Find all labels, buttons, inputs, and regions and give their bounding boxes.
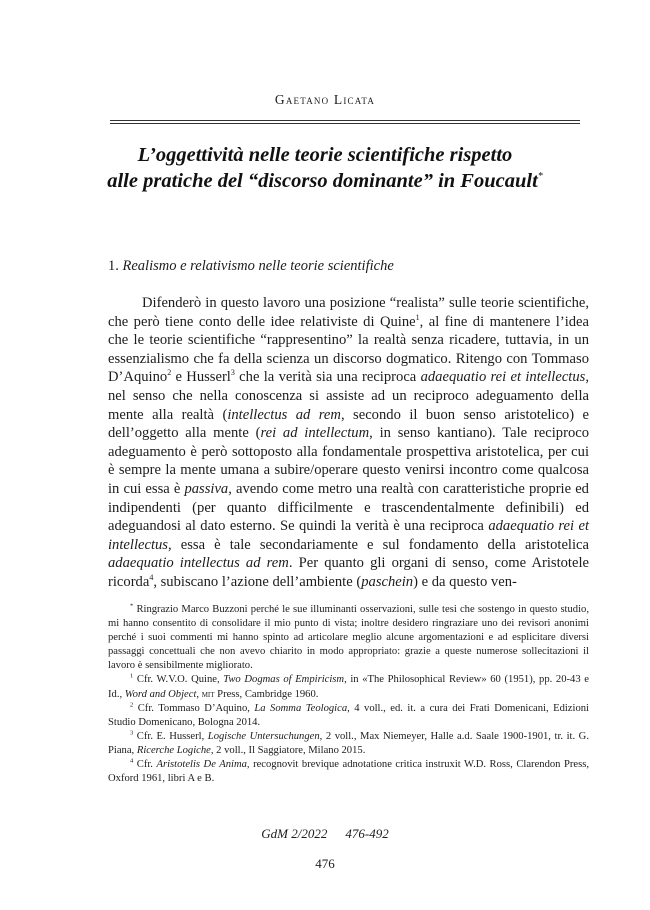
article-title xyxy=(90,142,560,194)
text-run: Difenderò in questo lavoro una posizione “realista” sulle teorie scientifiche, che però tiene conto delle idee relativiste di Quine xyxy=(108,295,589,330)
footnote-text: , in «The Philosophical Review» 60 (1951), pp. 20-43 e Id., xyxy=(108,674,589,700)
footnote-ref-1: 1 xyxy=(415,312,420,322)
footnote-ref-2: 2 xyxy=(167,368,172,378)
footnote-text: , 2 voll., Max Niemeyer, Halle a.d. Saale 1900-1901, tr. it. G. Piana, xyxy=(108,730,589,756)
text-run: , nel senso che nella conoscenza si assiste ad un reciproco adeguamento della mente alla realtà ( xyxy=(108,369,589,423)
footnote-1 xyxy=(108,673,589,701)
title-footnote-mark: * xyxy=(537,171,543,183)
footnote-mark: 2 xyxy=(130,701,134,709)
footnote-mark: * xyxy=(130,602,134,610)
journal-pages: 476-492 xyxy=(345,826,389,841)
footnote-mark: 4 xyxy=(130,757,134,765)
footnote-text: , 2 voll., Il Saggiatore, Milano 2015. xyxy=(210,744,366,756)
text-run: , essa è tale secondariamente e sul fondamento della aristotelica xyxy=(167,536,589,553)
footnote-ref-4: 4 xyxy=(149,573,154,583)
body-text xyxy=(108,294,589,592)
footnote-italic: Word and Object xyxy=(124,688,197,700)
footnote-star xyxy=(108,603,589,673)
footnote-2 xyxy=(108,702,589,730)
page-number: 476 xyxy=(315,856,335,871)
italic-term: adaequatio rei et intellectus xyxy=(420,369,586,386)
italic-term: rei ad intellectum xyxy=(260,425,370,442)
text-run: , in senso kantiano). Tale reciproco adeguamento è però sottoposto alla fondamentale prospettiva aristotelica, per cui è sempre la mente umana a subire/operare questo venirsi incontro come qualcosa in cui essa è xyxy=(108,425,590,497)
footnote-italic: Two Dogmas of Empiricism xyxy=(223,674,345,686)
section-number: 1. xyxy=(108,258,119,274)
footnote-text: Ringrazio Marco Buzzoni perché le sue illuminanti osservazioni, sulle tesi che sostengo in questo studio, mi hanno consentito di consolidare il mio punto di vista; inoltre desidero ringraziare uno dei revisori anonimi perché i suoi commenti mi hanno spinto ad articolare meglio alcune argomentazioni e ad esplicitare diversi passaggi concettuali che non avevo chiarito in modo appropriato: grazie a queste numerose sollecitazioni il lavoro è sensibilmente migliorato. xyxy=(108,604,589,672)
italic-term: intellectus ad rem xyxy=(227,406,341,423)
footnote-ref-3: 3 xyxy=(230,368,235,378)
journal-reference xyxy=(0,826,650,842)
footnote-text: Cfr. E. Husserl, xyxy=(133,730,208,742)
footnote-italic: Aristotelis De Anima xyxy=(156,759,247,771)
text-run: , al fine di mantenere l’idea che le teorie scientifiche “rappresentino” la realtà senza ricadere, tuttavia, in un essenzialismo che fa della scienza un discorso dogmatico. Ritengo con Tommaso D’Aquino xyxy=(108,313,589,386)
italic-term: paschein xyxy=(361,573,414,590)
author-name: Gaetano Licata xyxy=(274,92,376,107)
body-paragraph xyxy=(108,294,589,592)
footnote-3 xyxy=(108,730,589,758)
footnote-smallcaps: mit xyxy=(201,688,215,700)
title-line-2: alle pratiche del “discorso dominante” in Foucault xyxy=(107,170,538,192)
text-run: . Per quanto gli organi di senso, come Aristotele ricorda xyxy=(108,555,589,590)
footnote-text: Cfr. Tommaso D’Aquino, xyxy=(133,702,255,714)
text-run: che la verità sia una reciproca xyxy=(234,369,421,386)
header-rule-top xyxy=(110,120,580,121)
footnote-mark: 3 xyxy=(130,729,134,737)
title-line-1: L’oggettività nelle teorie scientifiche rispetto xyxy=(137,144,513,166)
footnote-text: Cfr. W.V.O. Quine, xyxy=(133,674,224,686)
header-rule-bottom xyxy=(110,123,580,124)
footnote-text: , xyxy=(196,688,202,700)
text-run: , subiscano l’azione dell’ambiente ( xyxy=(153,573,362,590)
footnote-italic: Logische Untersuchungen xyxy=(207,730,320,742)
footnote-text: Cfr. xyxy=(133,759,157,771)
journal-issue: GdM 2/2022 xyxy=(261,826,328,841)
italic-term: adaequatio intellectus ad rem xyxy=(108,555,289,572)
footnote-mark: 1 xyxy=(130,672,134,680)
running-header-author xyxy=(0,92,650,108)
text-run: ) e da questo ven- xyxy=(413,573,517,590)
footnote-italic: Ricerche Logiche xyxy=(136,744,211,756)
text-run: , avendo come metro una realtà con caratteristiche proprie ed indipendenti (per quanto difficilmente e trascendentalmente definibili) ed adeguandosi al dato esterno. Se quindi la verità è una reciproca xyxy=(108,480,589,535)
footnote-text: Press, Cambridge 1960. xyxy=(214,688,319,700)
footnotes xyxy=(108,603,589,786)
footnote-4 xyxy=(108,758,589,786)
section-title: Realismo e relativismo nelle teorie scientifiche xyxy=(122,258,394,274)
footnote-italic: La Somma Teologica xyxy=(254,702,348,714)
footnote-text: , recognovit brevique adnotatione critica instruxit W.D. Ross, Clarendon Press, Oxford 1961, libri A e B. xyxy=(108,759,590,785)
text-run: e Husserl xyxy=(171,369,231,386)
text-run: , secondo il buon senso aristotelico) e dell’oggetto alla mente ( xyxy=(108,406,589,442)
italic-term: passiva xyxy=(184,480,229,497)
section-heading xyxy=(108,258,588,275)
italic-term: adaequatio rei et intellectus xyxy=(108,518,590,553)
footnote-text: , 4 voll., ed. it. a cura dei Frati Domenicani, Edizioni Studio Domenicano, Bologna 2014. xyxy=(108,702,589,728)
